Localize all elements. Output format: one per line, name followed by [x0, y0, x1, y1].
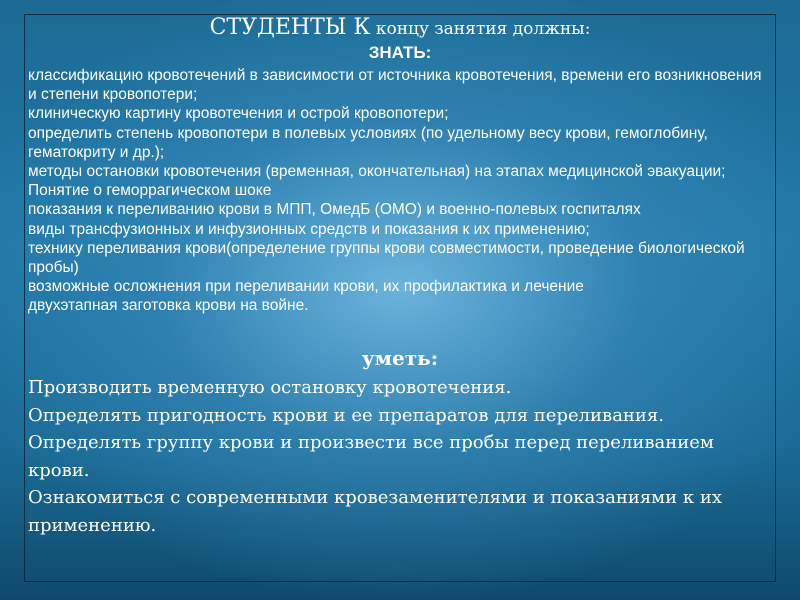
- know-item: двухэтапная заготовка крови на войне.: [28, 297, 309, 315]
- can-item: Ознакомиться с современными кровезаменителями и показаниями к их применению.: [28, 487, 723, 536]
- know-item: показания к переливанию крови в МПП, ОмедБ (ОМО) и военно-полевых госпиталях: [28, 201, 641, 219]
- slide-title: [24, 14, 776, 43]
- can-list: [28, 374, 768, 539]
- know-item: методы остановки кровотечения (временная, окончательная) на этапах медицинской эвакуации;: [28, 163, 726, 181]
- know-item: технику переливания крови(определение группы крови совместимости, проведение биологической пробы): [28, 239, 745, 277]
- know-item: классификацию кровотечений в зависимости от источника кровотечения, времени его возникновения и степени кровопотери;: [28, 67, 762, 104]
- know-item: возможные осложнения при переливании крови, их профилактика и лечение: [28, 278, 584, 296]
- can-item: Производить временную остановку кровотечения.: [28, 377, 512, 398]
- know-heading: ЗНАТЬ:: [368, 43, 432, 62]
- slide-title-caps: СТУДЕНТЫ К: [209, 15, 371, 40]
- can-item: Определять группу крови и произвести все пробы перед переливанием крови.: [28, 432, 714, 481]
- know-item: определить степень кровопотери в полевых условиях (по удельному весу крови, гемоглобину, гематокриту и др.);: [28, 124, 708, 161]
- can-item: Определять пригодность крови и ее препаратов для переливания.: [28, 404, 664, 426]
- know-item: виды трансфузионных и инфузионных средств и показания к их применению;: [28, 220, 590, 238]
- know-list: [28, 66, 768, 316]
- slide-title-rest: концу занятия должны:: [370, 19, 591, 39]
- know-item: Понятие о геморрагическом шоке: [28, 182, 272, 200]
- can-heading: уметь:: [361, 346, 439, 370]
- know-item: клиническую картину кровотечения и острой кровопотери;: [28, 105, 449, 123]
